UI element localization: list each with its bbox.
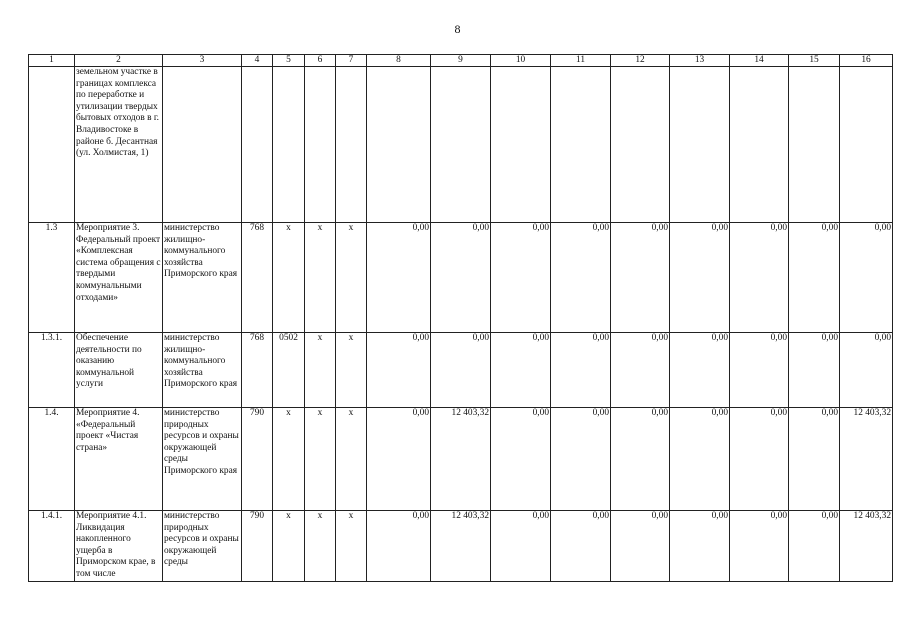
activity-name-cell: Мероприятие 4. «Федеральный проект «Чистая страна» — [75, 408, 163, 511]
value-cell: 0,00 — [789, 333, 840, 408]
column-header: 5 — [273, 55, 305, 67]
value-cell: 0,00 — [670, 511, 730, 582]
column-header: 10 — [491, 55, 551, 67]
rzpr-cell: 0502 — [273, 333, 305, 408]
value-cell: 0,00 — [730, 511, 789, 582]
value-cell: 0,00 — [551, 333, 611, 408]
column-number-header-row — [29, 55, 893, 67]
value-cell: 0,00 — [611, 333, 670, 408]
column-header: 13 — [670, 55, 730, 67]
value-cell: 0,00 — [431, 223, 491, 333]
value-cell: 0,00 — [789, 511, 840, 582]
vr-cell: x — [336, 333, 367, 408]
column-header: 16 — [840, 55, 893, 67]
value-cell: 0,00 — [367, 333, 431, 408]
grbs-cell: 768 — [242, 333, 273, 408]
csr-cell: x — [305, 408, 336, 511]
executor-cell: министерство жилищно-коммунального хозяйства Приморского края — [163, 333, 242, 408]
table-row — [29, 408, 893, 511]
activity-name-cell: земельном участке в границах комплекса по переработке и утилизации твердых бытовых отходов в г. Владивостоке в районе б. Десантная (ул. Холмистая, 1) — [75, 67, 163, 223]
column-header: 6 — [305, 55, 336, 67]
grbs-cell: 790 — [242, 408, 273, 511]
value-cell — [551, 67, 611, 223]
item-number-cell: 1.3.1. — [29, 333, 75, 408]
activity-name-cell: Обеспечение деятельности по оказанию коммунальной услуги — [75, 333, 163, 408]
column-header: 4 — [242, 55, 273, 67]
value-cell: 0,00 — [367, 223, 431, 333]
column-header: 2 — [75, 55, 163, 67]
value-cell: 0,00 — [840, 333, 893, 408]
value-cell: 0,00 — [491, 511, 551, 582]
vr-cell: x — [336, 408, 367, 511]
value-cell — [367, 67, 431, 223]
table-row — [29, 67, 893, 223]
value-cell: 0,00 — [840, 223, 893, 333]
value-cell: 0,00 — [730, 333, 789, 408]
value-cell: 0,00 — [491, 408, 551, 511]
column-header: 9 — [431, 55, 491, 67]
rzpr-cell: x — [273, 223, 305, 333]
column-header: 12 — [611, 55, 670, 67]
vr-cell — [336, 67, 367, 223]
value-cell: 0,00 — [670, 408, 730, 511]
budget-table — [28, 54, 893, 582]
vr-cell: x — [336, 511, 367, 582]
value-cell: 0,00 — [789, 408, 840, 511]
value-cell — [730, 67, 789, 223]
value-cell: 0,00 — [670, 333, 730, 408]
vr-cell: x — [336, 223, 367, 333]
grbs-cell: 768 — [242, 223, 273, 333]
column-header: 11 — [551, 55, 611, 67]
item-number-cell: 1.3 — [29, 223, 75, 333]
value-cell: 12 403,32 — [840, 511, 893, 582]
value-cell: 0,00 — [491, 333, 551, 408]
value-cell: 12 403,32 — [431, 511, 491, 582]
value-cell — [611, 67, 670, 223]
table-row — [29, 223, 893, 333]
executor-cell: министерство жилищно-коммунального хозяйства Приморского края — [163, 223, 242, 333]
value-cell: 0,00 — [611, 511, 670, 582]
column-header: 1 — [29, 55, 75, 67]
csr-cell: x — [305, 333, 336, 408]
activity-name-cell: Мероприятие 3. Федеральный проект «Комплексная система обращения с твердыми коммунальными отходами» — [75, 223, 163, 333]
csr-cell: x — [305, 223, 336, 333]
value-cell — [840, 67, 893, 223]
value-cell: 0,00 — [491, 223, 551, 333]
page-number: 8 — [454, 22, 461, 36]
csr-cell — [305, 67, 336, 223]
column-header: 7 — [336, 55, 367, 67]
value-cell — [431, 67, 491, 223]
item-number-cell: 1.4.1. — [29, 511, 75, 582]
value-cell: 0,00 — [730, 408, 789, 511]
csr-cell: x — [305, 511, 336, 582]
executor-cell — [163, 67, 242, 223]
value-cell: 0,00 — [551, 223, 611, 333]
value-cell: 12 403,32 — [840, 408, 893, 511]
value-cell: 0,00 — [367, 408, 431, 511]
item-number-cell: 1.4. — [29, 408, 75, 511]
grbs-cell — [242, 67, 273, 223]
column-header: 8 — [367, 55, 431, 67]
rzpr-cell: x — [273, 408, 305, 511]
table-row — [29, 333, 893, 408]
value-cell: 0,00 — [670, 223, 730, 333]
grbs-cell: 790 — [242, 511, 273, 582]
table-row — [29, 511, 893, 582]
rzpr-cell: x — [273, 511, 305, 582]
value-cell: 0,00 — [367, 511, 431, 582]
value-cell: 0,00 — [551, 511, 611, 582]
value-cell — [789, 67, 840, 223]
column-header: 15 — [789, 55, 840, 67]
item-number-cell — [29, 67, 75, 223]
value-cell: 0,00 — [789, 223, 840, 333]
value-cell: 0,00 — [551, 408, 611, 511]
executor-cell: министерство природных ресурсов и охраны окружающей среды Приморского края — [163, 408, 242, 511]
rzpr-cell — [273, 67, 305, 223]
value-cell: 0,00 — [730, 223, 789, 333]
value-cell: 12 403,32 — [431, 408, 491, 511]
value-cell: 0,00 — [611, 223, 670, 333]
column-header: 14 — [730, 55, 789, 67]
value-cell: 0,00 — [431, 333, 491, 408]
executor-cell: министерство природных ресурсов и охраны окружающей среды — [163, 511, 242, 582]
activity-name-cell: Мероприятие 4.1. Ликвидация накопленного ущерба в Приморском крае, в том числе — [75, 511, 163, 582]
value-cell — [491, 67, 551, 223]
value-cell: 0,00 — [611, 408, 670, 511]
value-cell — [670, 67, 730, 223]
column-header: 3 — [163, 55, 242, 67]
